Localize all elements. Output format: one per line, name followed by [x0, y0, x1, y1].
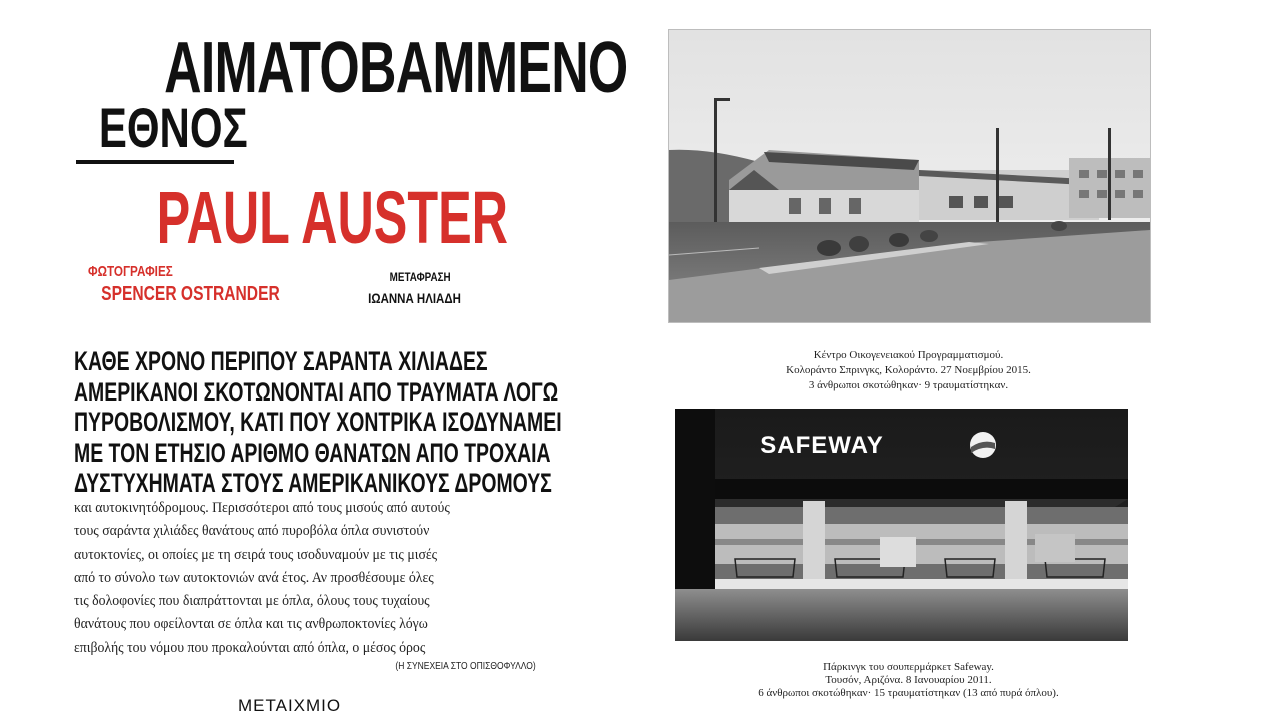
- body-line: τους σαράντα χιλιάδες θανάτους από πυροβόλα όπλα συνιστούν: [74, 523, 430, 540]
- author-name: PAUL AUSTER: [156, 176, 509, 259]
- body-line: αυτοκτονίες, οι οποίες με τη σειρά τους ισοδυναμούν με τις μισές: [74, 546, 438, 563]
- body-line: από το σύνολο των αυτοκτονιών ανά έτος. Αν προσθέσουμε όλες: [74, 569, 434, 586]
- safeway-sign-text: SAFEWAY: [760, 432, 884, 459]
- caption-line: 6 άνθρωποι σκοτώθηκαν· 15 τραυματίστηκαν (13 από πυρά όπλου).: [758, 687, 1059, 699]
- lead-line: ΠΥΡΟΒΟΛΙΣΜΟΥ, ΚΑΤΙ ΠΟΥ ΧΟΝΤΡΙΚΑ ΙΣΟΔΥΝΑΜΕΙ: [74, 407, 562, 437]
- body-line: τις δολοφονίες που διαπράττονται με όπλα, όλους τους τυχαίους: [74, 593, 430, 610]
- clinic-photo-caption: [668, 348, 1149, 393]
- lead-line: ΑΜΕΡΙΚΑΝΟΙ ΣΚΟΤΩΝΟΝΤΑΙ ΑΠΟ ΤΡΑΥΜΑΤΑ ΛΟΓΩ: [74, 376, 559, 407]
- caption-line: 3 άνθρωποι σκοτώθηκαν· 9 τραυματίστηκαν.: [808, 379, 1009, 391]
- body-paragraph: [74, 497, 514, 660]
- body-line: θανάτους που οφείλονται σε όπλα και τις ανθρωποκτονίες λόγω: [74, 616, 428, 633]
- book-title-line-2: ΕΘΝΟΣ: [98, 96, 248, 159]
- translator-name: ΙΩΑΝΝΑ ΗΛΙΑΔΗ: [368, 290, 461, 306]
- book-title-line-1: ΑΙΜΑΤΟΒΑΜΜΕΝΟ: [164, 28, 628, 108]
- lead-line: ΜΕ ΤΟΝ ΕΤΗΣΙΟ ΑΡΙΘΜΟ ΘΑΝΑΤΩΝ ΑΠΟ ΤΡΟΧΑΙΑ: [74, 437, 551, 468]
- clinic-photo-image: [669, 30, 1150, 322]
- caption-line: Κολοράντο Σπρινγκς, Κολοράντο. 27 Νοεμβρίου 2015.: [786, 364, 1031, 376]
- lead-line: ΚΑΘΕ ΧΡΟΝΟ ΠΕΡΙΠΟΥ ΣΑΡΑΝΤΑ ΧΙΛΙΑΔΕΣ: [74, 346, 488, 376]
- safeway-photo-image: [675, 409, 1128, 641]
- lead-paragraph: [74, 346, 674, 499]
- clinic-photo: [668, 29, 1151, 323]
- lead-line: ΔΥΣΤΥΧΗΜΑΤΑ ΣΤΟΥΣ ΑΜΕΡΙΚΑΝΙΚΟΥΣ ΔΡΟΜΟΥΣ: [74, 468, 552, 498]
- safeway-photo: [675, 409, 1128, 641]
- translation-label: ΜΕΤΑΦΡΑΣΗ: [389, 270, 451, 284]
- body-line: και αυτοκινητόδρομους. Περισσότεροι από τους μισούς από αυτούς: [74, 500, 450, 516]
- photographer-name: SPENCER OSTRANDER: [101, 283, 280, 305]
- caption-line: Πάρκινγκ του σουπερμάρκετ Safeway.: [823, 661, 994, 673]
- caption-line: Κέντρο Οικογενειακού Προγραμματισμού.: [813, 349, 1004, 361]
- safeway-photo-caption: [668, 661, 1149, 700]
- continued-note: (Η ΣΥΝΕΧΕΙΑ ΣΤΟ ΟΠΙΣΘΟΦΥΛΛΟ): [395, 661, 536, 672]
- publisher-logo: ΜΕΤΑΙΧΜΙΟ: [238, 696, 342, 715]
- body-line: επιβολής του νόμου που προκαλούνται από όπλα, ο μέσος όρος: [74, 639, 426, 656]
- photos-label: ΦΩΤΟΓΡΑΦΙΕΣ: [87, 263, 173, 280]
- title-underline: [76, 160, 234, 164]
- caption-line: Τουσόν, Αριζόνα. 8 Ιανουαρίου 2011.: [825, 674, 992, 686]
